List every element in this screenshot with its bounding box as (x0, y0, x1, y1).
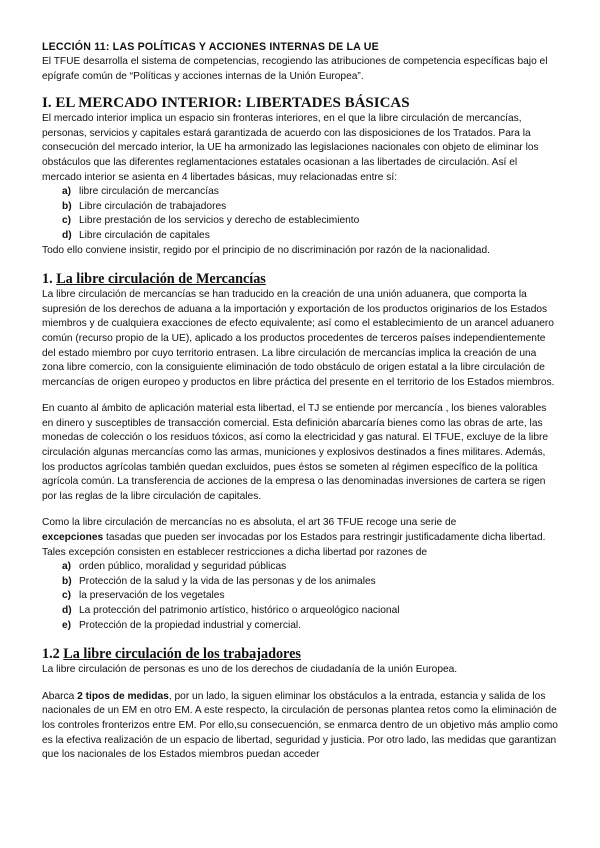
mercancias-paragraph-1: La libre circulación de mercancías se han traducido en la creación de una unión aduanera, que comporta la supresión de los derechos de aduana a la importación y exportación de los productos originarios de los Estados miembros y de cualquiera exacciones de efecto equivalente; así como el establecimiento de un arancel aduanero común (recurso propio de la UE), aplicado a los productos procedentes de terceros países independientemente del estado miembro por cuyo territorio entrasen. La libre circulación de mercancías implica la creación de una zona libre comercio, con la consiguiente eliminación de todo obstáculo de origen estatal a la libre circulación de mercancías de origen europeo y productos en libre práctica del presente en el territorio de los Estados miembros. (42, 289, 555, 388)
list-item: b) Protección de la salud y la vida de las personas y de los animales (62, 575, 376, 587)
list-item: c) Libre prestación de los servicios y derecho de establecimiento (62, 215, 360, 227)
non-discrimination-note: Todo ello conviene insistir, regido por el principio de no discriminación por razón de la nacionalidad. (42, 244, 490, 256)
trabajadores-paragraph-2: Abarca 2 tipos de medidas, por un lado, la siguen eliminar los obstáculos a la entrada, estancia y salida de los nacionales de un EM en otro EM. A este respecto, la circulación de personas plantea retos como la eliminación de los controles fronterizos entre EM. Por ello,su consecuención, se enmarca dentro de un objetivo más amplio como es la efectiva realización de un espacio de libertad, seguridad y justicia. Por otro lado, las medidas que garantizan que los nacionales de los Estados miembros puedan acceder (42, 690, 558, 761)
mercado-interior-paragraph: El mercado interior implica un espacio sin fronteras interiores, en el que la libre circulación de mercancías, personas, servicios y capitales estará garantizada de acuerdo con las disposiciones de los Tratados. Para la consecución del mercado interior, la UE ha armonizado las legislaciones nacionales con objeto de eliminar los obstáculos que las diferentes reglamentaciones estatales ocasionan a las libertades de circulación. Así el mercado interior se asienta en 4 libertades básicas, muy relacionadas entre sí: (42, 113, 539, 183)
section-heading-mercado-interior: I. EL MERCADO INTERIOR: LIBERTADES BÁSICAS (42, 95, 410, 112)
mercancias-paragraph-3: Como la libre circulación de mercancías no es absoluta, el art 36 TFUE recoge una serie de excepciones tasadas que pueden ser invocadas por los Estados para restringir justificadamente dicha libertad. Tales excepción consisten en establecer restricciones a dicha libertad por razones de (42, 517, 546, 558)
list-item: b) Libre circulación de trabajadores (62, 200, 227, 212)
libertades-list (42, 185, 558, 243)
section-heading-trabajadores: 1.2 La libre circulación de los trabajadores (42, 646, 301, 663)
lesson-intro: El TFUE desarrolla el sistema de competencias, recogiendo las atribuciones de competencia específicas bajo el epígrafe común de “Políticas y acciones internas de la Unión Europea”. (42, 56, 548, 82)
section-heading-mercancias: 1. La libre circulación de Mercancías (42, 271, 266, 288)
excepciones-list (42, 560, 558, 633)
list-item: c) la preservación de los vegetales (62, 590, 225, 602)
list-item: e) Protección de la propiedad industrial y comercial. (62, 619, 301, 631)
list-item: a) libre circulación de mercancías (62, 186, 219, 198)
trabajadores-paragraph-1: La libre circulación de personas es uno de los derechos de ciudadanía de la unión Europea. (42, 664, 458, 676)
list-item: a) orden público, moralidad y seguridad públicas (62, 561, 287, 573)
list-item: d) Libre circulación de capitales (62, 229, 210, 241)
list-item: d) La protección del patrimonio artístico, histórico o arqueológico nacional (62, 605, 400, 616)
mercancias-paragraph-2: En cuanto al ámbito de aplicación material esta libertad, el TJ se entiende por mercancía , los bienes valorables en dinero y susceptibles de transacción comercial. Esta definición abarcaría bienes como las obras de arte, las monedas de colección o los residuos tóxicos, así como la electricidad y gas natural. El TFUE, excluye de la libre circulación algunas mercancías como las armas, municiones y explosivos destinados a fines militares. Además, los productos agrícolas también quedan excluidos, pues éstos se someten al régimen específico de la política agrícola común. La transferencia de acciones de la empresa o las denominadas inversiones de cartera se rigen por las reglas de la libre circulación de capitales. (42, 403, 549, 502)
lesson-title: LECCIÓN 11: LAS POLÍTICAS Y ACCIONES INTERNAS DE LA UE (42, 41, 379, 53)
